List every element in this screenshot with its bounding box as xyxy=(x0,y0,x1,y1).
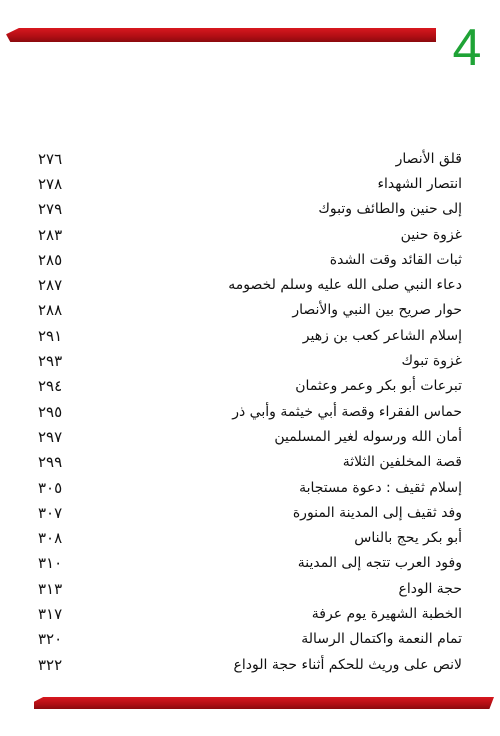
chapter-number: 4 xyxy=(452,19,482,77)
toc-entry[interactable] xyxy=(38,348,462,373)
toc-entry-title: قصة المخلفين الثلاثة xyxy=(342,454,462,471)
toc-entry-title: لانص على وريث للحكم أثناء حجة الوداع xyxy=(233,656,462,673)
toc-entry-title: أبو بكر يحج بالناس xyxy=(354,530,462,547)
toc-entry-title: غزوة تبوك xyxy=(401,353,462,370)
toc-entry-page-number: ٢٨٨ xyxy=(38,301,63,320)
toc-entry[interactable] xyxy=(38,272,462,297)
toc-entry-title: غزوة حنين xyxy=(400,226,462,243)
toc-entry[interactable] xyxy=(38,500,462,525)
toc-entry[interactable] xyxy=(38,652,462,677)
toc-entry-page-number: ٣١٣ xyxy=(38,579,63,598)
toc-entry[interactable] xyxy=(38,450,462,475)
toc-entry-page-number: ٣١٧ xyxy=(38,604,63,623)
toc-entry-title: وفد ثقيف إلى المدينة المنورة xyxy=(292,504,462,521)
toc-entry-title: وفود العرب تتجه إلى المدينة xyxy=(297,555,462,572)
toc-entry-page-number: ٣٠٥ xyxy=(38,478,63,497)
toc-entry-page-number: ٣٠٧ xyxy=(38,503,63,522)
toc-entry-page-number: ٢٧٦ xyxy=(38,149,63,168)
toc-entry-page-number: ٢٨٧ xyxy=(38,276,63,295)
toc-entry-title: ثبات القائد وقت الشدة xyxy=(329,251,462,268)
toc-entry-page-number: ٢٩٧ xyxy=(38,427,63,446)
toc-entry-title: قلق الأنصار xyxy=(395,150,462,167)
toc-entry-page-number: ٢٩١ xyxy=(38,326,63,345)
table-of-contents xyxy=(38,146,462,677)
bottom-decorative-bar xyxy=(34,697,494,709)
toc-entry-title: إسلام الشاعر كعب بن زهير xyxy=(302,327,462,344)
toc-entry[interactable] xyxy=(38,627,462,652)
toc-entry-page-number: ٣٢٠ xyxy=(38,630,63,649)
toc-entry[interactable] xyxy=(38,197,462,222)
toc-entry[interactable] xyxy=(38,525,462,550)
toc-entry-title: الخطبة الشهيرة يوم عرفة xyxy=(311,605,462,622)
toc-entry[interactable] xyxy=(38,551,462,576)
top-decorative-bar xyxy=(6,28,436,42)
toc-entry[interactable] xyxy=(38,222,462,247)
toc-entry-page-number: ٢٧٩ xyxy=(38,200,63,219)
toc-entry[interactable] xyxy=(38,247,462,272)
toc-entry[interactable] xyxy=(38,323,462,348)
toc-entry-title: حوار صريح بين النبي والأنصار xyxy=(292,302,462,319)
toc-entry-page-number: ٢٨٥ xyxy=(38,250,63,269)
toc-entry-title: تبرعات أبو بكر وعمر وعثمان xyxy=(295,378,462,395)
toc-entry[interactable] xyxy=(38,475,462,500)
toc-entry-title: حجة الوداع xyxy=(398,580,462,597)
toc-entry-title: إلى حنين والطائف وتبوك xyxy=(318,201,462,218)
toc-entry-page-number: ٣١٠ xyxy=(38,554,63,573)
toc-entry[interactable] xyxy=(38,146,462,171)
toc-entry-page-number: ٣٢٢ xyxy=(38,655,63,674)
toc-entry-page-number: ٢٩٩ xyxy=(38,453,63,472)
toc-entry-title: دعاء النبي صلى الله عليه وسلم لخصومه xyxy=(228,277,462,294)
toc-entry-title: إسلام ثقيف : دعوة مستجابة xyxy=(299,479,462,496)
toc-entry[interactable] xyxy=(38,171,462,196)
toc-entry[interactable] xyxy=(38,298,462,323)
toc-entry-page-number: ٣٠٨ xyxy=(38,529,63,548)
toc-entry-title: أمان الله ورسوله لغير المسلمين xyxy=(274,428,462,445)
toc-entry-page-number: ٢٨٣ xyxy=(38,225,63,244)
toc-entry-page-number: ٢٧٨ xyxy=(38,174,63,193)
toc-entry-page-number: ٢٩٥ xyxy=(38,402,63,421)
toc-entry[interactable] xyxy=(38,399,462,424)
toc-entry-title: حماس الفقراء وقصة أبي خيثمة وأبي ذر xyxy=(232,403,462,420)
toc-entry-page-number: ٢٩٣ xyxy=(38,352,63,371)
toc-entry[interactable] xyxy=(38,424,462,449)
toc-entry[interactable] xyxy=(38,374,462,399)
toc-entry-title: انتصار الشهداء xyxy=(377,175,462,192)
toc-entry-page-number: ٢٩٤ xyxy=(38,377,63,396)
toc-entry[interactable] xyxy=(38,601,462,626)
toc-entry-title: تمام النعمة واكتمال الرسالة xyxy=(301,631,462,648)
toc-entry[interactable] xyxy=(38,576,462,601)
